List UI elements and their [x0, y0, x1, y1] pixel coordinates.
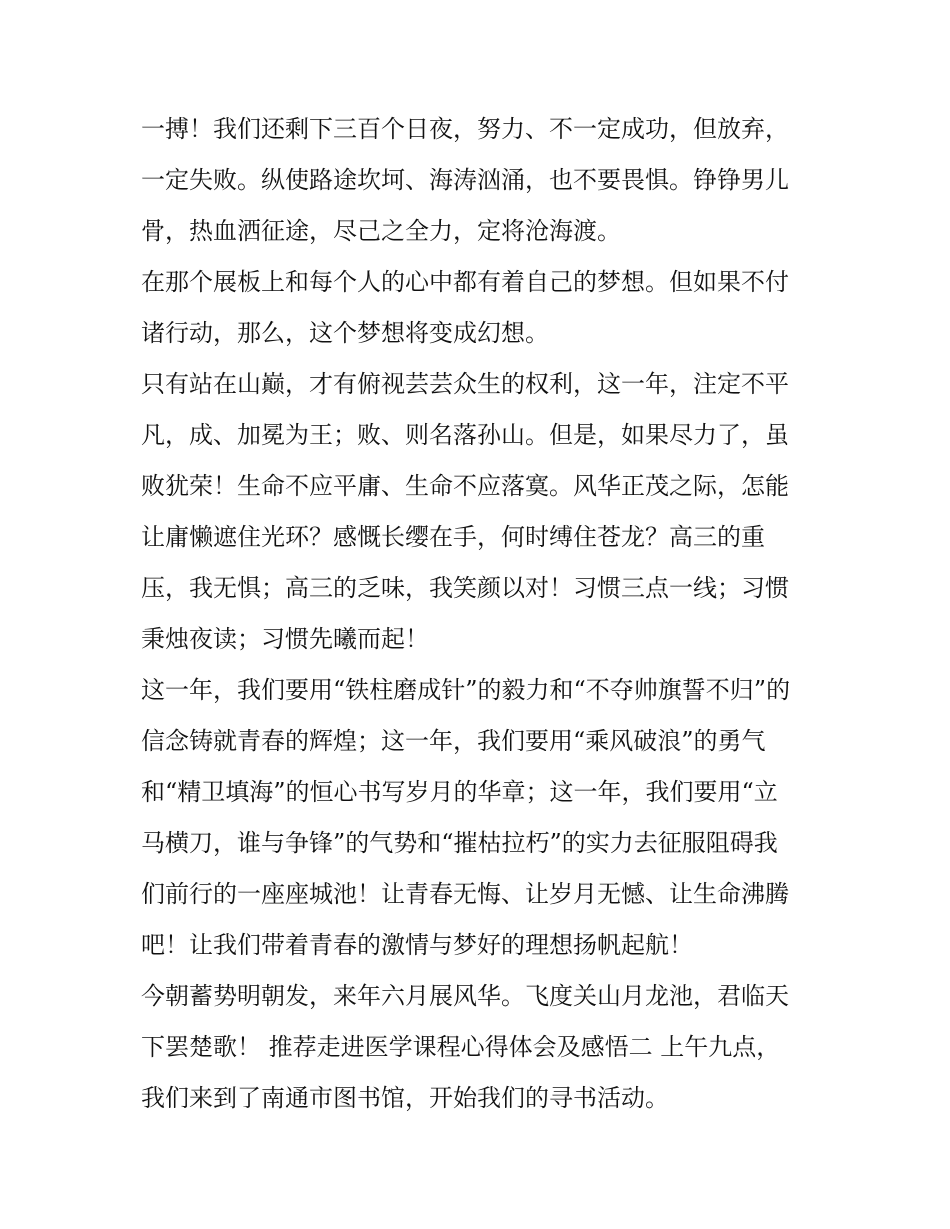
text-line-19: 下罢楚歌！ 推荐走进医学课程心得体会及感悟二 上午九点，: [141, 1033, 781, 1061]
document-body: [141, 104, 821, 1124]
text-line-2: 一定失败。纵使路途坎坷、海涛汹涌，也不要畏惧。铮铮男儿: [141, 166, 789, 194]
text-line-9: 让庸懒遮住光环？感慨长缨在手，何时缚住苍龙？高三的重: [141, 523, 765, 551]
text-line-10: 压，我无惧；高三的乏味，我笑颜以对！习惯三点一线；习惯: [141, 574, 789, 602]
text-line-17: 吧！让我们带着青春的激情与梦好的理想扬帆起航！: [141, 931, 693, 959]
text-line-4: 在那个展板上和每个人的心中都有着自己的梦想。但如果不付: [141, 268, 789, 296]
text-line-1: 一搏！我们还剩下三百个日夜，努力、不一定成功，但放弃，: [141, 115, 789, 143]
text-line-13: 信念铸就青春的辉煌；这一年，我们要用“乘风破浪”的勇气: [141, 727, 766, 755]
text-line-12: 这一年，我们要用“铁柱磨成针”的毅力和“不夺帅旗誓不归”的: [141, 676, 791, 704]
text-line-15: 马横刀，谁与争锋”的气势和“摧枯拉朽”的实力去征服阻碍我: [141, 829, 778, 857]
text-line-7: 凡，成、加冕为王；败、则名落孙山。但是，如果尽力了，虽: [141, 421, 789, 449]
text-line-5: 诸行动，那么，这个梦想将变成幻想。: [141, 319, 549, 347]
text-line-20: 我们来到了南通市图书馆，开始我们的寻书活动。: [141, 1084, 669, 1112]
text-line-18: 今朝蓄势明朝发，来年六月展风华。飞度关山月龙池，君临天: [141, 982, 789, 1010]
text-line-14: 和“精卫填海”的恒心书写岁月的华章；这一年，我们要用“立: [141, 778, 778, 806]
text-line-6: 只有站在山巅，才有俯视芸芸众生的权利，这一年，注定不平: [141, 370, 789, 398]
text-line-16: 们前行的一座座城池！让青春无悔、让岁月无憾、让生命沸腾: [141, 880, 789, 908]
text-line-11: 秉烛夜读；习惯先曦而起！: [141, 625, 429, 653]
text-line-3: 骨，热血洒征途，尽己之全力，定将沧海渡。: [141, 217, 621, 245]
text-line-8: 败犹荣！生命不应平庸、生命不应落寞。风华正茂之际，怎能: [141, 472, 789, 500]
